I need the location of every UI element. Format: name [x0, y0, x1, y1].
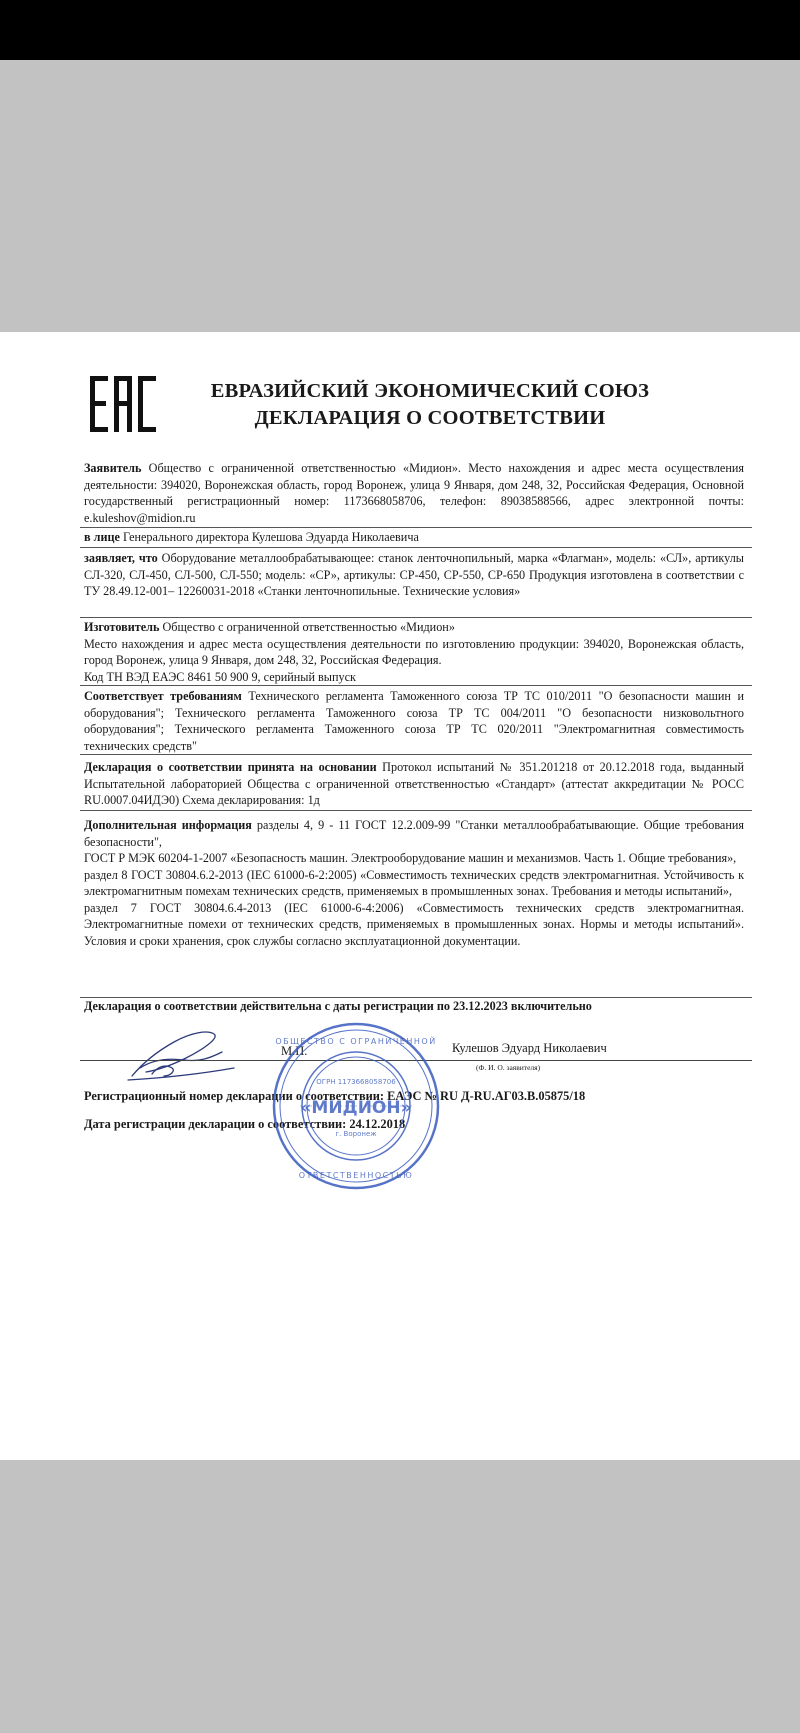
svg-text:ОГРН 1173668058706: ОГРН 1173668058706	[316, 1078, 396, 1086]
stamp-place-label: М.П.	[281, 1044, 308, 1058]
manufacturer-address: Место нахождения и адрес места осуществления деятельности по изготовлению продукции: 394020, Воронежская область, город Воронеж, улица 9 Января, дом 248, 32, Российская Федерация.	[84, 636, 744, 667]
divider	[80, 527, 752, 528]
requirements-text: Технического регламента Таможенного союза ТР ТС 010/2011 "О безопасности машин и оборудования"; Технического регламента Таможенного союза ТР ТС 004/2011 "О безопасности низковольтного оборудования"; Технического регламента Таможенного союза ТР ТС 020/2011 "Электромагнитная совместимость технических средств"	[84, 689, 745, 753]
divider	[80, 547, 752, 548]
registration-date: Дата регистрации декларации о соответствии: 24.12.2018	[84, 1117, 406, 1131]
requirements-label: Соответствует требованиям	[84, 689, 242, 703]
additional-gost-6-4: раздел 7 ГОСТ 30804.6.4-2013 (IEC 61000-6-4:2006) «Совместимость технических средств электромагнитная. Электромагнитные помехи от технических средств, применяемых в промышленных зонах. Нормы и методы испытаний». Условия и сроки хранения, срок службы согласно эксплуатационной документации.	[84, 900, 744, 948]
applicant-label: Заявитель	[84, 461, 142, 475]
company-seal	[270, 1020, 442, 1192]
eac-logo	[88, 374, 158, 434]
svg-text:г. Воронеж: г. Воронеж	[335, 1130, 377, 1138]
representative-text: Генерального директора Кулешова Эдуарда Николаевича	[119, 530, 419, 544]
additional-gost-6-2: раздел 8 ГОСТ 30804.6.2-2013 (IEC 61000-6-2:2005) «Совместимость технических средств электромагнитная. Устойчивость к электромагнитным помехам технических средств, применяемых в промышленных зонах. Требования и методы испытаний»,	[84, 867, 744, 898]
manufacturer-section	[84, 619, 744, 685]
applicant-text: Общество с ограниченной ответственностью «Мидион». Место нахождения и адрес места осуществления деятельности: 394020, Воронежская область, город Воронеж, улица 9 Января, дом 248, 32, Российская Федерация, Основной государственный регистрационный номер: 1173668058706, телефон: 89038588566, адрес электронной почты: e.kuleshov@midion.ru	[84, 461, 744, 525]
status-bar	[0, 0, 800, 60]
additional-info-section	[84, 817, 744, 949]
additional-label: Дополнительная информация	[84, 818, 252, 832]
registration-number: Регистрационный номер декларации о соответствии: ЕАЭС № RU Д-RU.АГ03.В.05875/18	[84, 1089, 586, 1103]
declaration-document	[0, 332, 800, 1460]
union-title: ЕВРАЗИЙСКИЙ ЭКОНОМИЧЕСКИЙ СОЮЗ	[210, 380, 650, 402]
divider	[80, 685, 752, 686]
divider	[80, 810, 752, 811]
divider	[80, 997, 752, 998]
manufacturer-label: Изготовитель	[84, 620, 160, 634]
signer-name: Кулешов Эдуард Николаевич	[452, 1041, 607, 1055]
declares-section	[84, 550, 744, 600]
seal-center-text: «МИДИОН»	[300, 1098, 412, 1118]
basis-label: Декларация о соответствии принята на основании	[84, 760, 377, 774]
requirements-section	[84, 688, 744, 754]
applicant-section	[84, 460, 744, 526]
representative-section	[84, 529, 744, 546]
commodity-code: Код ТН ВЭД ЕАЭС 8461 50 900 9, серийный выпуск	[84, 669, 356, 684]
basis-section	[84, 759, 744, 809]
basis-text: Протокол испытаний № 351.201218 от 20.12.2018 года, выданный Испытательной лабораторией Общества с ограниченной ответственностью «Стандарт» (аттестат аккредитации № РОСС RU.0007.04ИДЭ0) Схема декларирования: 1д	[84, 760, 744, 807]
divider	[80, 754, 752, 755]
manufacturer-text: Общество с ограниченной ответственностью «Мидион»	[159, 620, 455, 634]
additional-text: разделы 4, 9 - 11 ГОСТ 12.2.009-99 "Станки металлообрабатывающие. Общие требования безопасности",	[84, 818, 744, 849]
svg-text:ОТВЕТСТВЕННОСТЬЮ: ОТВЕТСТВЕННОСТЬЮ	[298, 1171, 414, 1180]
handwritten-signature	[122, 1024, 242, 1084]
signer-caption: (Ф. И. О. заявителя)	[476, 1063, 541, 1072]
document-title: ДЕКЛАРАЦИЯ О СООТВЕТСТВИИ	[254, 407, 606, 429]
additional-gost-60204: ГОСТ Р МЭК 60204-1-2007 «Безопасность машин. Электрооборудование машин и механизмов. Часть 1. Общие требования»,	[84, 851, 737, 865]
validity-statement: Декларация о соответствии действительна с даты регистрации по 23.12.2023 включительно	[84, 999, 592, 1013]
svg-text:ОБЩЕСТВО С ОГРАНИЧЕННОЙ: ОБЩЕСТВО С ОГРАНИЧЕННОЙ	[275, 1037, 437, 1046]
representative-label: в лице	[84, 530, 120, 544]
declares-text: Оборудование металлообрабатывающее: станок ленточнопильный, марка «Флагман», модель: «СЛ», артикулы СЛ-320, СЛ-450, СЛ-500, СЛ-550; модель: «СР», артикулы: СР-450, СР-550, СР-650 Продукция изготовлена в соответствии с ТУ 28.49.12-001– 12260031-2018 «Станки ленточнопильные. Технические условия»	[84, 551, 744, 598]
divider	[80, 617, 752, 618]
declares-label: заявляет, что	[84, 551, 158, 565]
